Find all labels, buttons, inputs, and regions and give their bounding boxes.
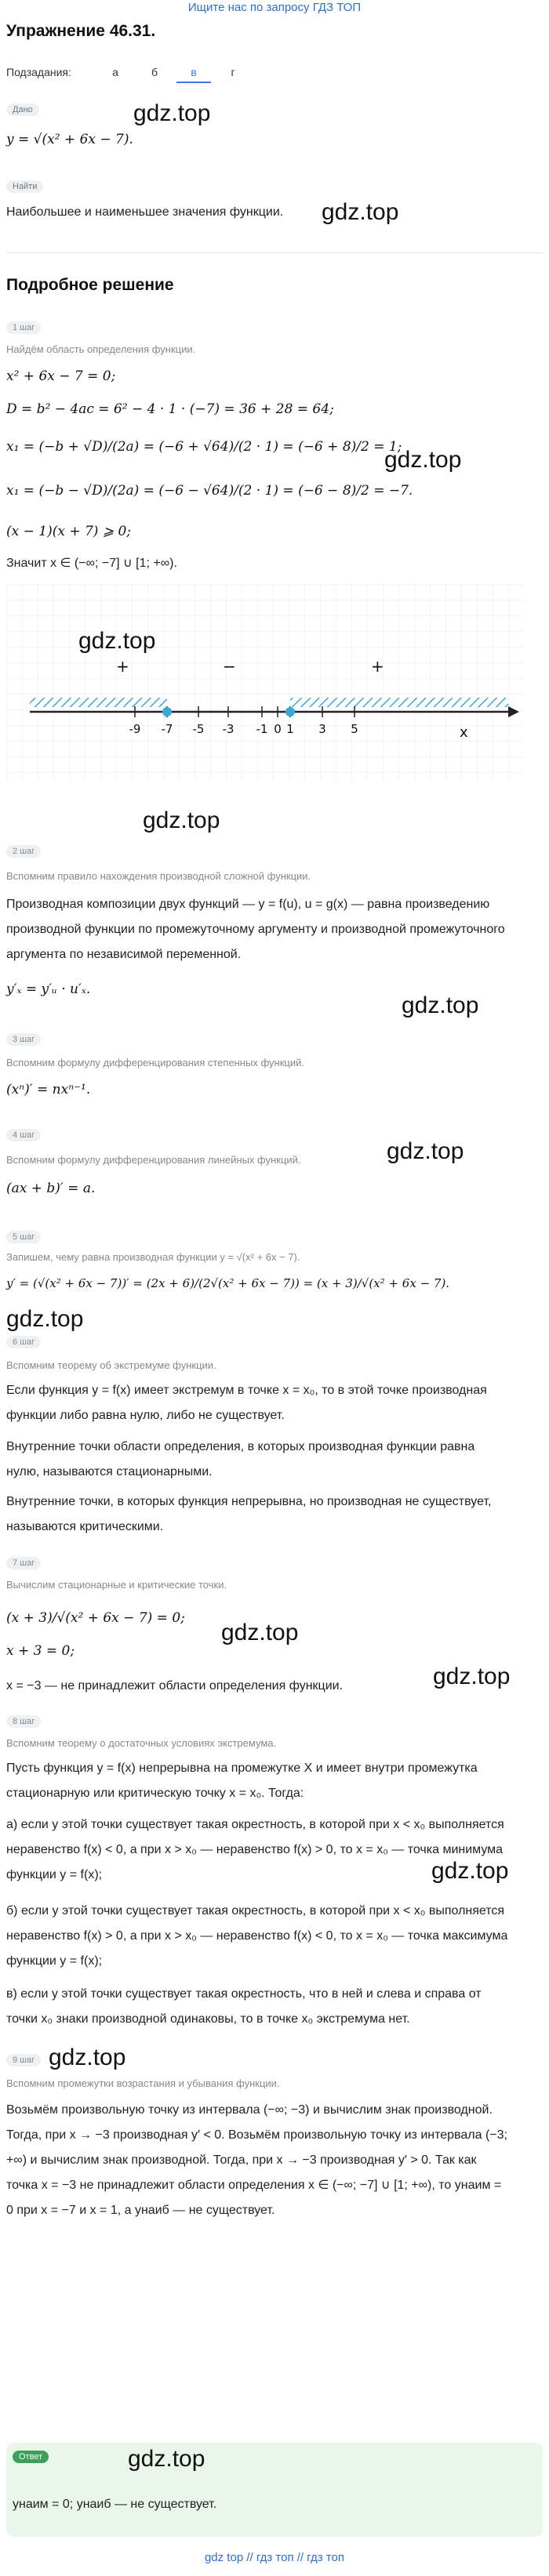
step-caption: Вспомним теорему о достаточных условиях экстремума.	[6, 1737, 277, 1749]
number-line	[6, 584, 524, 780]
page-title: Упражнение 46.31.	[6, 22, 156, 40]
find-text: Наибольшее и наименьшее значения функции.	[6, 205, 284, 219]
step-caption: Вспомним теорему об экстремуме функции.	[6, 1359, 216, 1371]
math-line: x₁ = (−b − √D)/(2a) = (−6 − √64)/(2 · 1) = (−6 − 8)/2 = −7.	[6, 483, 413, 499]
math-line: y′ = (√(x² + 6x − 7))′ = (2x + 6)/(2√(x² + 6x − 7)) = (x + 3)/√(x² + 6x − 7).	[6, 1276, 450, 1290]
step-label: 6 шаг	[6, 1336, 41, 1348]
subtasks-label: Подзадания:	[6, 66, 71, 78]
step-label: 8 шаг	[6, 1715, 41, 1728]
step-caption: Вспомним промежутки возрастания и убывания функции.	[6, 2077, 280, 2089]
top-banner[interactable]: Ищите нас по запросу ГДЗ ТОП	[187, 1, 362, 14]
tick-label: 3	[318, 722, 326, 736]
watermark: gdz.top	[322, 199, 399, 225]
footer-links[interactable]: gdz top // гдз топ // гдз топ	[204, 2551, 345, 2564]
step-caption: Вспомним формулу дифференцирования степенных функций.	[6, 1057, 304, 1068]
watermark: gdz.top	[49, 2044, 126, 2070]
math-line: (x − 1)(x + 7) ⩾ 0;	[6, 524, 132, 539]
step-label: 3 шаг	[6, 1033, 41, 1046]
watermark: gdz.top	[433, 1664, 511, 1689]
hatch-left	[30, 698, 167, 707]
tick-label: 0	[274, 722, 282, 736]
watermark: gdz.top	[221, 1620, 299, 1645]
step-text: x = −3 — не принадлежит области определения функции.	[6, 1679, 344, 1693]
given-label: Дано	[6, 103, 39, 116]
hatch-right	[290, 698, 508, 707]
point-minus-7	[162, 707, 172, 717]
watermark: gdz.top	[143, 807, 220, 833]
watermark: gdz.top	[78, 628, 156, 654]
step-label: 9 шаг	[6, 2054, 41, 2066]
point-1	[285, 707, 295, 717]
tick-label: -5	[192, 722, 205, 736]
math-line: x₁ = (−b + √D)/(2a) = (−6 + √64)/(2 · 1) = (−6 + 8)/2 = 1;	[6, 439, 402, 455]
step-text: а) если у этой точки существует такая окрестность, в которой при x < x₀ выполняется неравенство f(x) < 0, а при x > x₀ — неравенство f(x) > 0, то x = x₀ — точка минимума функции y = f(x);	[6, 1818, 504, 1881]
find-label: Найти	[6, 180, 43, 193]
step-text: Внутренние точки области определения, в которых производная функции равна нулю, называются стационарными.	[6, 1440, 475, 1478]
step-text: Производная композиции двух функций — y = f(u), u = g(x) — равна произведению производной функции по промежуточному аргументу и производной промежуточного аргумента по независимой переменной.	[6, 898, 505, 961]
math-line: y′ₓ = y′ᵤ · u′ₓ.	[6, 981, 91, 997]
tick-label: -1	[256, 722, 268, 736]
sign-left: +	[116, 657, 129, 676]
watermark: gdz.top	[133, 100, 211, 126]
math-line: (xⁿ)′ = nxⁿ⁻¹.	[6, 1082, 91, 1098]
step-text: Возьмём произвольную точку из интервала (−∞; −3) и вычислим знак производной. Тогда, при x → −3 производная y′ < 0. Возьмём произвольную точку из интервала (−3; +∞) и вычислим знак производной. Тогда, при x → −3 производная y′ > 0. Так как точка x = −3 не принадлежит области определения x ∈ (−∞; −7] ∪ [1; +∞), то yнаим = 0 при x = −7 и x = 1, а yнаиб — не существует.	[6, 2103, 507, 2217]
math-line: x² + 6x − 7 = 0;	[6, 368, 116, 384]
watermark: gdz.top	[402, 992, 479, 1018]
tick-label: 1	[286, 722, 294, 736]
domain-conclusion: Значит x ∈ (−∞; −7] ∪ [1; +∞).	[6, 557, 177, 570]
step-caption: Найдём область определения функции.	[6, 343, 196, 355]
watermark: gdz.top	[6, 1306, 84, 1332]
tab-g[interactable]: г	[231, 66, 235, 78]
step-caption: Вспомним формулу дифференцирования линейных функций.	[6, 1154, 301, 1166]
divider	[6, 252, 543, 253]
subtask-tabs	[98, 66, 255, 83]
tick-label: -3	[222, 722, 235, 736]
step-label: 1 шаг	[6, 321, 41, 334]
step-text: Внутренние точки, в которых функция непрерывна, но производная не существует, называются критическими.	[6, 1495, 492, 1533]
step-text: в) если у этой точки существует такая окрестность, что в ней и слева и справа от точки x₀ знаки производной одинаковы, то в точке x₀ экстремума нет.	[6, 1987, 482, 2026]
step-text: б) если у этой точки существует такая окрестность, в которой при x < x₀ выполняется неравенство f(x) > 0, а при x > x₀ — неравенство f(x) < 0, то x = x₀ — точка максимума функции y = f(x);	[6, 1904, 508, 1968]
step-label: 2 шаг	[6, 845, 41, 858]
step-text: Если функция y = f(x) имеет экстремум в точке x = x₀, то в этой точке производная функции либо равна нулю, либо не существует.	[6, 1384, 487, 1422]
step-caption: Вспомним правило нахождения производной сложной функции.	[6, 870, 311, 882]
math-line: (x + 3)/√(x² + 6x − 7) = 0;	[6, 1610, 185, 1626]
axis-label: x	[460, 724, 468, 741]
math-line: (ax + b)′ = a.	[6, 1181, 96, 1196]
step-caption: Запишем, чему равна производная функции y = √(x² + 6x − 7).	[6, 1251, 300, 1263]
math-line: x + 3 = 0;	[6, 1643, 75, 1659]
step-label: 4 шаг	[6, 1129, 41, 1141]
watermark: gdz.top	[128, 2446, 205, 2472]
sign-right: +	[371, 657, 384, 676]
answer-card	[6, 2443, 543, 2537]
sign-middle: −	[223, 657, 236, 676]
math-line: D = b² − 4ac = 6² − 4 · 1 · (−7) = 36 + 28 = 64;	[6, 401, 334, 417]
watermark: gdz.top	[431, 1858, 509, 1884]
watermark: gdz.top	[384, 447, 462, 473]
tab-a[interactable]: а	[112, 66, 118, 78]
tab-v[interactable]: в	[176, 66, 211, 83]
tick-label: -9	[129, 722, 141, 736]
watermark: gdz.top	[387, 1138, 464, 1164]
tab-b[interactable]: б	[151, 66, 158, 78]
step-text: Пусть функция y = f(x) непрерывна на промежутке X и имеет внутри промежутка стационарную или критическую точку x = x₀. Тогда:	[6, 1761, 478, 1800]
step-label: 5 шаг	[6, 1231, 41, 1243]
solution-title: Подробное решение	[6, 276, 174, 294]
step-caption: Вычислим стационарные и критические точки.	[6, 1579, 227, 1591]
answer-text: yнаим = 0; yнаиб — не существует.	[13, 2498, 217, 2511]
given-formula: y = √(x² + 6x − 7).	[6, 132, 133, 147]
answer-label: Ответ	[13, 2451, 49, 2463]
tick-label: 5	[351, 722, 358, 736]
step-label: 7 шаг	[6, 1557, 41, 1569]
tick-label: -7	[161, 722, 173, 736]
